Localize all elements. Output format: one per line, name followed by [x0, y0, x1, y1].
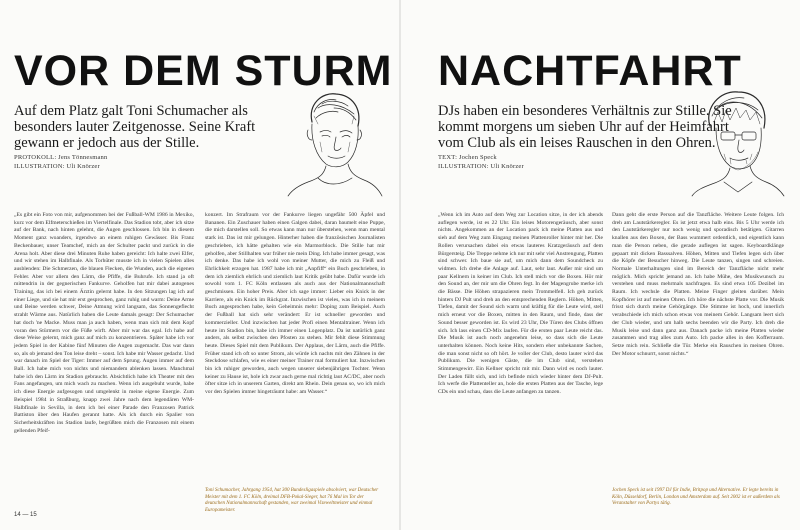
portrait-speck-illustration	[680, 82, 790, 197]
right-credit-illustration: ILLUSTRATION: Uli Knörzer	[438, 162, 524, 170]
right-credit-text: TEXT: Jochen Speck	[438, 154, 497, 161]
left-credits	[14, 154, 107, 171]
right-bio-caption: Jochen Speck ist seit 1997 DJ für Indie, Britpop und Alternative. Er legte bereits in Köln, Düsseldorf, Berlin, London und Amsterdam auf. Seit 2002 ist er außerdem als Veranstalter von Partys tätig.	[612, 488, 780, 506]
left-headline: VOR DEM STURM	[14, 47, 393, 95]
left-credit-illustration: ILLUSTRATION: Uli Knörzer	[14, 162, 100, 170]
right-lead-paragraph: DJs haben ein besonderes Verhältnis zur Stille. Sie kommt morgens um sieben Uhr auf der Heimfahrt vom Club als ein leises Rauschen in den Ohren.	[438, 103, 732, 151]
right-body-column-1: „Wenn ich im Auto auf dem Weg zur Location sitze, in der ich abends auflegen werde, ist es 22 Uhr. Ein leises Motorengeräusch, aber sonst nichts. Angekommen an der Location pack ich meine Platten aus und sieh auf dem Weg zum Eingang meinen Plattenroller hinter mir her. Die Rollen verursachen dabei ein etwas lauteres Kratzgeräusch auf dem Bürgersteig. Die Treppe nehme ich nur mit sehr viel Anstrengung, Platten sind schwer. Ich baue sie auf, um mich dann dem Soundcheck zu widmen. Ich drehe die Anlage auf. Laut, sehr laut. Außer mir sind um paar Kellnern in keiner im Club. Ich stell mich vor die Boxen. Hör mir den Sound an, der mir um die Ohren fegt. In der Magengrube merke ich die Bässe. Die Höhen strapazieren mein Trommelfell. Ich geh zurück hinters DJ Pult und dreh an den entsprechenden Reglern. Höhen, Mitten, Tiefen, damit der Sound sich warm und kräftig für die Leute wird, stell mich erneut vor die Boxen, mitten in den Raum, und finde, dass der Sound besser geworden ist. Es wird 23 Uhr, Die Türen des Clubs öffnen sich. Ich lass einen CD-Mix laufen. Für die ersten paar Leute reicht das. Die Musik ist auch noch angenehm leise, so dass sich die Leute unterhalten können. Noch keine Hits, sondern eher unbekannte Sachen, die man sonst nicht so oft hört. Je voller der Club, desto lauter wird das Publikum. Die wenigen Gäste, die im Club sind, verstehen Stimmengewirr. Ein Kellner spricht mit mir. Dann wird es noch lauter. Der Laden füllt sich, und ich befinde mich wieder hinter dem DJ-Pult. Ich werfe die Plattenteller an, hole die ersten Platten aus der Tasche, lege CDs ein und schau, dass die Leute anfangen zu tanzen.	[438, 212, 603, 396]
left-credit-protocol: PROTOKOLL: Jens Tönnesmann	[14, 154, 108, 161]
left-bio-caption: Toni Schumacher, Jahrgang 1954, hat 300 Bundesligaspiele absolviert, war Deutscher Meister mit dem 1. FC Köln, dreimal DFB-Pokal-Sieger, hat 76 Mal im Tor der deutschen Nationalmannschaft gestanden, war zweimal Vizeweltmeister und einmal Europameister.	[205, 488, 379, 513]
right-headline: NACHTFAHRT	[438, 47, 742, 95]
right-body-column-2: Dann geht die erste Person auf die Tanzfläche. Weitere Leute folgen. Ich dreh am Lautstärkeregler. Es ist jetzt etwa halb eins. Bis 5 Uhr werde ich den Lautstärkeregler nur noch wenig und sporadisch betätigen. Gitarren knallen aus den Boxen, der Bass wummert ordentlich, und eigentlich kann man die Person neben, die gerade auflegen ist sagen. Keyboardklänge gepaart mit dicken Basssalven. Höhen, Mitten und Tiefen legen sich über die Köpfe der Besucher hinweg. Die Leute tanzen, singen und schreien. Normale Unterhaltungen sind im Bereich der Tanzfläche nicht mehr möglich. Mich spricht jemand an. Ich habe Mühe, den Musikwunsch zu verstehen und muss mehrmals nachfragen. Es sind etwa 105 Dezibel im Raum. Ich wechsle die Platten. Meine Finger gleiten darüber. Mein Kopfhörer ist auf meinen Ohren. Ich höre die nächste Platte vor. Die Musik frisst sich durch meine Gehörgänge. Die Stimme ist hoch, und innerlich verabschiede ich mich schon etwas von meinem Gehör. Langsam leert sich der Club wieder, und um halb sechs beenden wir die Party. Ich dreh die Musik leise und dann ganz aus. Danach packe ich meine Platten wieder zusammen und trag alles zum Auto. Ich packe alles in den Kofferraum. Setze mich rein. Schließe die Tür. Merke ein Rauschen in meinen Ohren. Der Motor schnurrt, sonst nichts.“	[612, 212, 784, 357]
right-credits	[438, 154, 524, 171]
right-page	[400, 0, 800, 530]
portrait-schumacher-illustration	[278, 82, 388, 197]
left-body-column-1: „Es gibt ein Foto von mir, aufgenommen bei der Fußball-WM 1986 in Mexiko, kurz vor dem Elfmeterschießen im Viertelfinale. Das Stadion tobt, aber ich sitze auf der Bank, nach hinten gelehnt, die Augen geschlossen. Ich bin in diesem Moment ganz woanders, irgendwo an einem ruhigen Gewässer. Bis Franz Beckenbauer, unser Teamchef, mich an der Schulter packt und zurück in die Arena holt. Aber diese drei Minuten Ruhe haben gereicht: Ich halte zwei Elfer, und wir stehen im Halbfinale. Als Torhüter musste ich in vielen Spielen alles ausblenden: Die Schmerzen, die blauen Flecken, die Wunden, auch die eigenen Fehler. Aber vor allem den Lärm, die Pfiffe, die Buhrufe. Ich stand ja oft mittendrin in der gegnerischen Fankurve. Geholfen hat mir dabei autogenes Training, das ich bei einem Ärztin gelernt habe. In den Sitzungen lag ich auf einer Liege, und sie hat mir erst gesprochen, ganz ruhig und warm: Deine Arme und Beine werden schwer, Deine Atmung wird langsam, das Sonnengeflecht strahlt Wärme aus. Natürlich haben die Leute damals gesagt: Der Schumacher hat doch 'ne Macke. Muss man ja auch haben, wenn man sich mit dem Kopf voran den Stürmern vor die Füße wirft. Aber mir war das egal. Ich habe auf diese Weise gelernt, mich ganz auf mich zu konzentrieren. Später habe ich vor jedem Spiel in der Kabine fünf Minuten die Augen zugemacht. Das war dann so, als ob jemand den Ton leise dreht – sonst. Ich habe mir Wasser gedacht. Und war danach im Spiel der Tiger: Immer auf dem Sprung. Augen immer auf dem Ball. Ich habe mich von nichts und niemandem ablenken lassen. Manchmal habe ich den Lärm im Stadion gebraucht. Absichtlich habe ich Theater mit den Fans angefangen, um mich wach zu machen. Wenn ich ausgebuht wurde, habe ich diese Energie aufgesogen und umgelenkt in meine eigene Energie. Zum Beispiel 1984 in Straßburg, knapp zwei Jahre nach dem legendären WM-Halbfinale in Sevilla, in dem ich bei einer Parade den Franzosen Patrick Battiston über den Haufen gerannt hatte. Als ich durch ein Spalier von Sicherheitskräften ins Stadion laufe, begrüßten mich die Franzosen mit einem gellenden Pfeif-	[14, 212, 194, 434]
page-number: 14 — 15	[14, 512, 37, 518]
left-lead-paragraph: Auf dem Platz galt Toni Schumacher als besonders lauter Zeitgenosse. Seine Kraft gewann er jedoch aus der Stille.	[14, 103, 256, 151]
left-body-column-2: konzert. Im Strafraum vor der Fankurve liegen ungefähr 500 Äpfel und Bananen. Ein Zuschauer haben einen Galgen dabei, daran baumelt eine Puppe, die mich darstellen soll. So etwas kann man nur überstehen, wenn man mental stark ist. Das ist mir gelungen. Hinterher haben die französischen Journalisten geschrieben, ich hätte gehalten wie ein Marmorblock. Die Stille hat mir geholfen, aber Stillhalten war früher nie mein Ding. Ich habe immer gesagt, was ich denke. Das habe ich wohl von meiner Mutter, die mich zu Fleiß und Ehrlichkeit erzogen hat. 1987 habe ich mit „Anpfiff“ ein Buch geschrieben, in dem ich ziemlich ehrlich und ziemlich laut Kritik geübt habe. Dafür wurde ich sowohl vom 1. FC Köln entlassen als auch aus der Nationalmannschaft geschmissen. Ein hoher Preis. Aber ich sage immer: Lieber ein Knick in der Karriere, als ein Knick im Rückgrat. Inzwischen ist vieles, was ich in meinem Buch angesprochen habe, kein Geheimnis mehr: Doping zum Beispiel. Auch der Fußball hat sich sehr verändert: Er ist schneller geworden und kommerzieller. Und inzwischen hat jeder Profi einen Mentaltrainer. Wenn ich heute im Stadion bin, habe ich immer einen Logenplatz. Da ist natürlich ganz anders, als selbst zwischen den Pfosten zu stehen. Mir fehlt diese Stimmung heute. Dieses Spiel mit dem Publikum. Der Applaus, der Lärm, auch die Pfiffe. Früher stand ich oft so unter Strom, als würde ich nachts mit den Zähnen in der Steckdose schlafen, wie es einer meiner Trainer mal formuliert hat. Inzwischen bin ich ruhiger geworden, auch wegen unserer siebenjährigen Tochter. Wenn keiner zu Hause ist, hole ich zwar auch gerne mal richtig laut AC/DC, aber noch öfter sitze ich in unserem Garten, direkt am Rhein. Dein genau so, wo ich mich vor den Spielen immer hingeträumt habe: am Wasser.“	[205, 212, 385, 396]
